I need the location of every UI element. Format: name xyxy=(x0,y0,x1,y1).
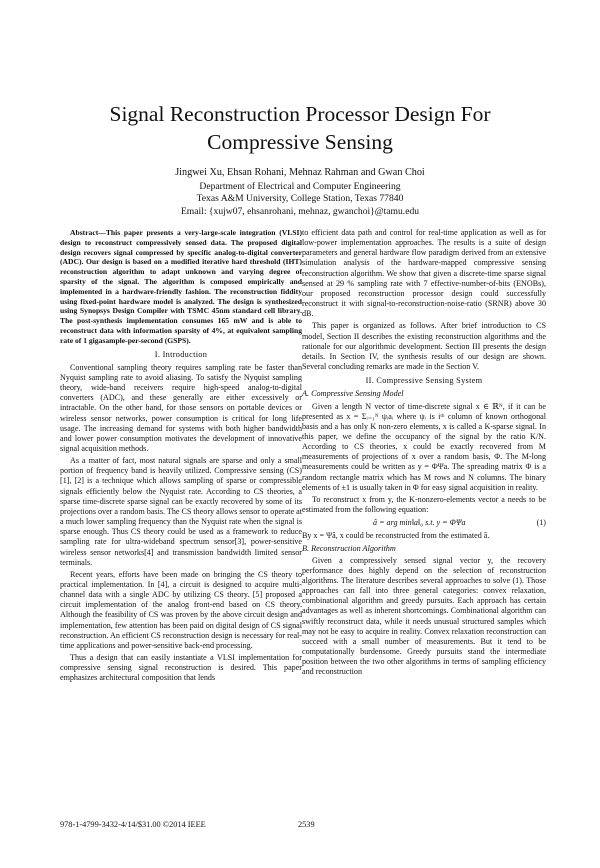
equation-body: â = arg min‖a‖₀ s.t. y = ΦΨa xyxy=(373,518,466,528)
paper-title xyxy=(60,100,540,156)
abstract: Abstract—This paper presents a very-large-scale integration (VLSI) design to reconstruct compressively sensed data. The proposed digital design recovers signal compressed by specific analog-to-digital converter (ADC). Our design is based on a modified iterative hard threshold (IHT) reconstruction algorithm to adapt unknown and varying degree of sparsity of the signal. The algorithm is composed empirically and implemented in a hardware-friendly fashion. The reconstruction fiddity using fixed-point hardware model is analyzed. The design is synthesized using Synopsys Design Compiler with TSMC 45nm standard cell library. The post-synthesis implementation consumes 165 mW and is able to reconstruct data with information sparsity of 4%, at equivalent sampling rate of 1 gigasample-per-second (GSPS). xyxy=(60,228,302,345)
footer-isbn: 978-1-4799-3432-4/14/$31.00 ©2014 IEEE xyxy=(60,820,206,829)
model-paragraph-2: To reconstruct x from y, the K-nonzero-elements vector a needs to be estimated from the following equation: xyxy=(302,494,546,515)
intro-paragraph-4: Thus a design that can easily instantiate a VLSI implementation for compressive sensing signal reconstruction is desired. This paper emphasizes architectural composition that lends xyxy=(60,653,302,683)
title-line-2: Compressive Sensing xyxy=(207,130,393,154)
author-university: Texas A&M University, College Station, Texas 77840 xyxy=(196,193,404,205)
author-block xyxy=(60,167,540,218)
author-department: Department of Electrical and Computer Engineering xyxy=(199,180,401,192)
intro-paragraph-1: Conventional sampling theory requires sampling rate be faster than Nyquist sampling rate to avoid aliasing. To satisfy the Nyquist sampling theory, wide-band receivers require high-speed analog-to-digital converters (ADC), and these generally are either excessively or intractable. On the other hand, for those sensors on portable devices or wireless sensor networks, power consumption is critical for long life usage. The increasing demand for systems with both higher bandwidth and lower power consumption motivates the development of innovative signal acquisition methods. xyxy=(60,362,302,453)
subsection-heading-reconstruction: B. Reconstruction Algorithm xyxy=(302,543,396,553)
intro-paragraph-5: to efficient data path and control for real-time application as well as for low-power implementation approaches. The results is a suite of design parameters and general hardware flow paradigm derived from an extensive simulation analysis of the hardware-mapped compressive sensing reconstruction algorithm. We show that given a discrete-time sparse signal sensed at 29 % sampling rate with 7 effective-number-of-bits (ENOBs), our proposed reconstruction processor design could successfully reconstruct it with signal-to-reconstruction-noise-ratio (SRNR) above 30 dB. xyxy=(302,228,546,319)
section-heading-introduction: I. Introduction xyxy=(154,349,208,359)
model-paragraph-1: Given a length N vector of time-discrete signal x ∈ ℝᴺ, if it can be presented as x = Σᵢ₌₁ᴺ ψᵢaᵢ where ψᵢ is iᵗʰ column of known orthogonal basis and a has only K non-zero elements, x is called a K-sparse signal. In this paper, we define the occupancy of the signal by the ratio K/N. According to CS theories, x could be exactly recovered from M measurements of projections of x over a random basis, Φ. The M-long measurements could be written as y = ΦΨa. The spreading matrix Φ is a random rectangle matrix which has M rows and N columns. The binary elements of ±1 is usually taken in Φ for easy signal acquisition in reality. xyxy=(302,401,546,492)
footer-page-number: 2539 xyxy=(298,820,315,829)
intro-paragraph-2: As a matter of fact, most natural signals are sparse and only a small portion of frequency band is heavily utilized. Compressive sensing (CS) [1], [2] is a technique which allows sampling of sparse or compressible signals efficiently below the Nyquist rate. According to CS theories, a sparse time-discrete sparse signal can be exactly recovered by some of its projections over a random basis. The CS theory allows sensor to operate at a much lower sampling frequency than the Nyquist rate when the signal is sparse enough. Thus CS theory could be used as a framework to reduce sampling rate for ultra-wideband spectrum sensor[3], power-sensitive wireless sensor networks[4] and transmission bandwidth limited sensor terminals. xyxy=(60,456,302,567)
intro-paragraph-3: Recent years, efforts have been made on bringing the CS theory to practical implementation. In [4], a circuit is designed to acquire multi-channel data with a single ADC by utilizing CS theory. [5] proposed a circuit implementation of the analog front-end based on CS theory. Although the feasibility of CS was proven by the above circuit design and implementation, few attention has been paid on digital design of CS signal reconstruction. An efficient CS reconstruction design is necessary for real-time applications and power-sensitive back-end processing. xyxy=(60,569,302,650)
equation-number: (1) xyxy=(536,518,546,528)
intro-paragraph-6: This paper is organized as follows. After brief introduction to CS model, Section II describes the existing reconstruction algorithms and the rationale for our algorithmic development. Section III presents the design details. In Section IV, the synthesis results of our design are shown. Several concluding remarks are made in the Section V. xyxy=(302,321,546,372)
author-email: Email: {xujw07, ehsanrohani, mehnaz, gwanchoi}@tamu.edu xyxy=(180,205,420,217)
model-paragraph-3: By x = Ψâ, x could be reconstructed from the estimated â. xyxy=(302,531,490,541)
subsection-heading-cs-model: A. Compressive Sensing Model xyxy=(302,389,404,399)
reconstruction-paragraph-1: Given a compressively sensed signal vector y, the recovery performance does highly depend on the selection of reconstruction algorithms. The literature describes several approaches to solve (1). Those approaches can fall into three general categories: convex relaxation, combinational algorithm and greedy pursuits. Each approach has certain advantages as well as inherent shortcomings. Combinational algorithm can swiftly reconstruct data, while it needs unusual structured samples which may not be easy to acquire in reality. Convex relaxation reconstruction can succeed with a small number of measurements. But it tend to be computationally burdensome. Greedy pursuits stand the intermediate position between the two other algorithms in terms of sampling efficiency and reconstruction xyxy=(302,555,546,677)
right-column xyxy=(302,228,546,680)
left-column xyxy=(60,228,302,686)
section-heading-cs-system: II. Compressive Sensing System xyxy=(365,376,483,386)
title-line-1: Signal Reconstruction Processor Design For xyxy=(109,102,491,126)
author-names: Jingwei Xu, Ehsan Rohani, Mehnaz Rahman and Gwan Choi xyxy=(175,167,425,178)
equation-1 xyxy=(302,518,546,528)
